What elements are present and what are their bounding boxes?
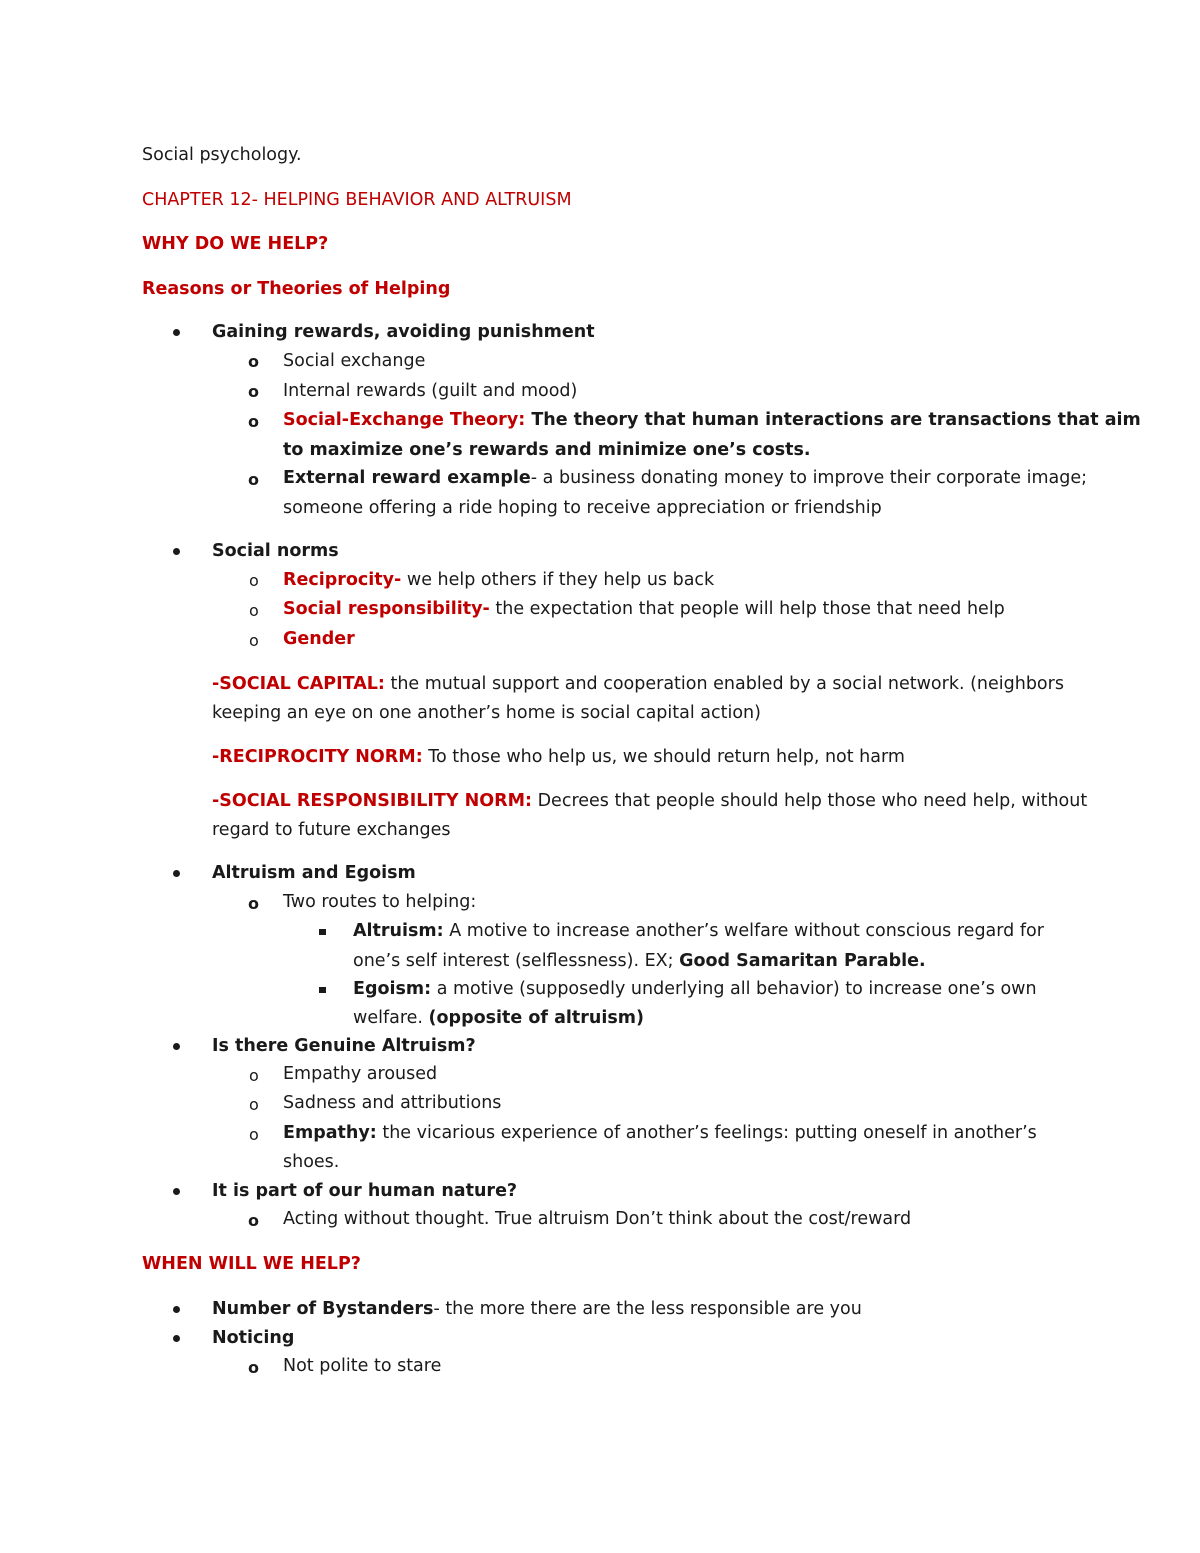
social-responsibility-item [283, 598, 1005, 620]
reciprocity-text: we help others if they help us back [401, 570, 715, 590]
sub-bullet-marker: o [249, 601, 259, 620]
bullet-dot [173, 329, 180, 336]
bullet-dot [173, 1043, 180, 1050]
social-responsibility-text: the expectation that people will help those that need help [489, 599, 1005, 619]
nature-label: It is part of our human nature? [212, 1181, 518, 1201]
altruism-text-2a: one’s self interest (selflessness). EX; [353, 951, 680, 971]
sub-bullet-marker: o [249, 1066, 259, 1085]
social-responsibility-norm-term: -SOCIAL RESPONSIBILITY NORM: [212, 791, 533, 811]
external-reward-example [283, 467, 1087, 489]
sub-bullet-marker: o [248, 382, 259, 401]
altruism-text-1: A motive to increase another’s welfare without conscious regard for [443, 921, 1044, 941]
social-exchange-theory-text-2: to maximize one’s rewards and minimize one’s costs. [283, 440, 811, 460]
noticing-label: Noticing [212, 1328, 295, 1348]
empathy-def [283, 1122, 1037, 1144]
sadness-item: Sadness and attributions [283, 1093, 502, 1113]
chapter-heading: CHAPTER 12- HELPING BEHAVIOR AND ALTRUISM [142, 190, 572, 210]
altruism-def [353, 920, 1044, 942]
sub-bullet-marker: o [248, 894, 259, 913]
square-bullet [319, 987, 326, 993]
bystanders-item [212, 1298, 862, 1320]
social-responsibility-norm-text-2: regard to future exchanges [212, 820, 451, 840]
external-reward-text-1: - a business donating money to improve their corporate image; [530, 468, 1087, 488]
social-capital-text-2: keeping an eye on one another’s home is social capital action) [212, 703, 761, 723]
bullet-dot [173, 870, 180, 877]
sub-bullet-marker: o [249, 1095, 259, 1114]
empathy-text-2: shoes. [283, 1152, 340, 1172]
sub-bullet-marker: o [249, 571, 259, 590]
reasons-heading: Reasons or Theories of Helping [142, 279, 451, 299]
external-reward-text-2: someone offering a ride hoping to receive appreciation or friendship [283, 498, 882, 518]
social-exchange-theory-term: Social-Exchange Theory: [283, 410, 526, 430]
egoism-term: Egoism: [353, 979, 432, 999]
empathy-aroused-item: Empathy aroused [283, 1064, 438, 1084]
sub-bullet-marker: o [248, 1211, 259, 1230]
altruism-text-2 [353, 950, 926, 972]
reciprocity-norm-term: -RECIPROCITY NORM: [212, 747, 423, 767]
gaining-label: Gaining rewards, avoiding punishment [212, 322, 595, 342]
empathy-term: Empathy: [283, 1123, 377, 1143]
not-polite-item: Not polite to stare [283, 1356, 442, 1376]
bystanders-text: - the more there are the less responsible are you [433, 1299, 862, 1319]
egoism-text-2 [353, 1007, 644, 1029]
social-exchange-theory-text-1: The theory that human interactions are transactions that aim [525, 410, 1141, 430]
egoism-text-2a: welfare. [353, 1008, 429, 1028]
empathy-text-1: the vicarious experience of another’s feelings: putting oneself in another’s [376, 1123, 1037, 1143]
bullet-dot [173, 548, 180, 555]
genuine-label: Is there Genuine Altruism? [212, 1036, 476, 1056]
reciprocity-norm-text: To those who help us, we should return help, not harm [422, 747, 905, 767]
acting-without-thought-item: Acting without thought. True altruism Don’t think about the cost/reward [283, 1209, 912, 1229]
social-exchange-theory [283, 409, 1141, 431]
sub-bullet-marker: o [249, 1125, 259, 1144]
opposite-of-altruism: (opposite of altruism) [428, 1008, 645, 1028]
altruism-term: Altruism: [353, 921, 444, 941]
social-responsibility-term: Social responsibility- [283, 599, 490, 619]
social-responsibility-norm-def [212, 790, 1087, 812]
sub-bullet-marker: o [248, 470, 259, 489]
social-capital-def [212, 673, 1064, 695]
square-bullet [319, 929, 326, 935]
good-samaritan: Good Samaritan Parable. [679, 951, 926, 971]
bullet-dot [173, 1306, 180, 1313]
sub-bullet-marker: o [248, 412, 259, 431]
bullet-dot [173, 1188, 180, 1195]
external-reward-term: External reward example [283, 468, 531, 488]
egoism-text-1: a motive (supposedly underlying all behavior) to increase one’s own [431, 979, 1037, 999]
gaining-item-internal-rewards: Internal rewards (guilt and mood) [283, 381, 578, 401]
bystanders-term: Number of Bystanders [212, 1299, 434, 1319]
social-responsibility-norm-text-1: Decrees that people should help those who need help, without [532, 791, 1088, 811]
two-routes-item: Two routes to helping: [283, 892, 477, 912]
reciprocity-norm-def [212, 746, 905, 768]
egoism-def [353, 978, 1037, 1000]
altruism-label: Altruism and Egoism [212, 863, 416, 883]
norms-label: Social norms [212, 541, 339, 561]
gaining-item-social-exchange: Social exchange [283, 351, 426, 371]
reciprocity-item [283, 569, 714, 591]
reciprocity-term: Reciprocity- [283, 570, 402, 590]
bullet-dot [173, 1335, 180, 1342]
social-capital-text-1: the mutual support and cooperation enabled by a social network. (neighbors [384, 674, 1064, 694]
sub-bullet-marker: o [248, 1358, 259, 1377]
social-capital-term: -SOCIAL CAPITAL: [212, 674, 385, 694]
why-heading: WHY DO WE HELP? [142, 234, 329, 254]
when-heading: WHEN WILL WE HELP? [142, 1254, 361, 1274]
sub-bullet-marker: o [248, 352, 259, 371]
doc-title: Social psychology. [142, 145, 302, 165]
gender-item: Gender [283, 629, 355, 649]
sub-bullet-marker: o [249, 631, 259, 650]
